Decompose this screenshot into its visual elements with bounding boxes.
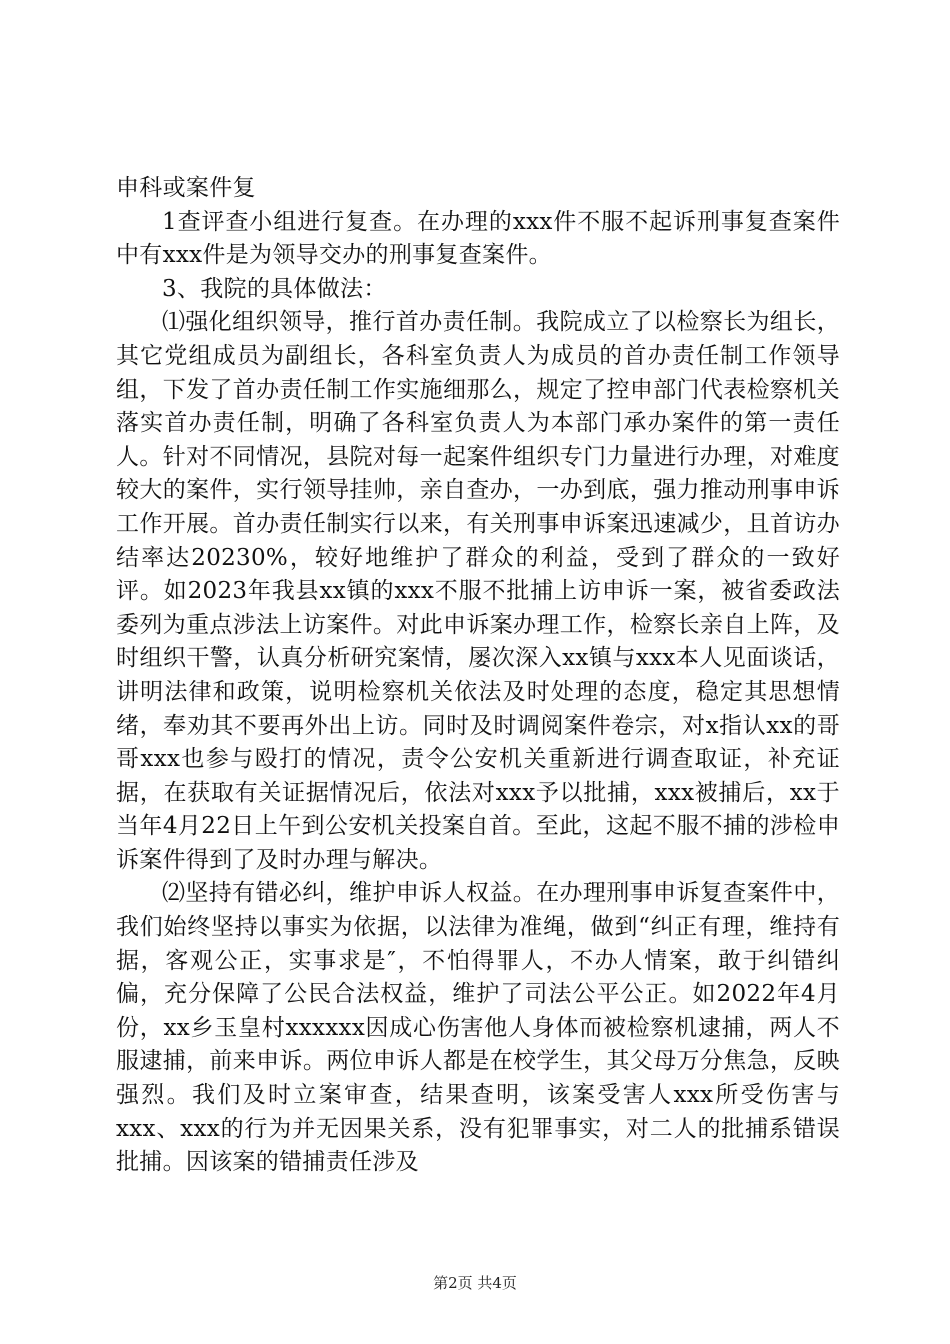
section-heading: 3、我院的具体做法： — [162, 275, 387, 302]
paragraph-fragment: 申科或案件复 — [116, 175, 256, 201]
document-body — [116, 172, 840, 1180]
paragraph-correct-errors: ⑵坚持有错必纠，维护申诉人权益。在办理刑事申诉复查案件中，我们始终坚持以事实为依据，以法律为准绳，做到“纠正有理，维持有据，客观公正，实事求是″，不怕得罪人，不办人情案，敢于纠错纠偏，充分保障了公民合法权益，维护了司法公平公正。如2022年4月份，xx乡玉皇村xxxxxx因成心伤害他人身体而被检察机逮捕，两人不服逮捕，前来申诉。两位申诉人都是在校学生，其父母万分焦急，反映强烈。我们及时立案审查，结果查明，该案受害人xxx所受伤害与xxx、xxx的行为并无因果关系，没有犯罪事实，对二人的批捕系错误批捕。因该案的错捕责任涉及 — [116, 880, 840, 1176]
paragraph-first-responsibility: ⑴强化组织领导，推行首办责任制。我院成立了以检察长为组长，其它党组成员为副组长，各科室负责人为成员的首办责任制工作领导组，下发了首办责任制工作实施细那么，规定了控申部门代表检察机关落实首办责任制，明确了各科室负责人为本部门承办案件的第一责任人。针对不同情况，县院对每一起案件组织专门力量进行办理，对难度较大的案件，实行领导挂帅，亲自查办，一办到底，强力推动刑事申诉工作开展。首办责任制实行以来，有关刑事申诉案迅速减少，且首访办结率达20230%，较好地维护了群众的利益，受到了群众的一致好评。如2023年我县xx镇的xxx不服不批捕上访申诉一案，被省委政法委列为重点涉法上访案件。对此申诉案办理工作，检察长亲自上阵，及时组织干警，认真分析研究案情，屡次深入xx镇与xxx本人见面谈话，讲明法律和政策，说明检察机关依法及时处理的态度，稳定其思想情绪，奉劝其不要再外出上访。同时及时调阅案件卷宗，对x指认xx的哥哥xxx也参与殴打的情况，责令公安机关重新进行调查取证，补充证据，在获取有关证据情况后，依法对xxx予以批捕，xxx被捕后，xx于当年4月22日上午到公安机关投案自首。至此，这起不服不捕的涉检申诉案件得到了及时办理与解决。 — [116, 309, 840, 873]
paragraph-review: 1查评查小组进行复查。在办理的xxx件不服不起诉刑事复查案件中有xxx件是为领导交办的刑事复查案件。 — [116, 208, 840, 269]
page-footer: 第2页 共4页 — [433, 1274, 517, 1292]
